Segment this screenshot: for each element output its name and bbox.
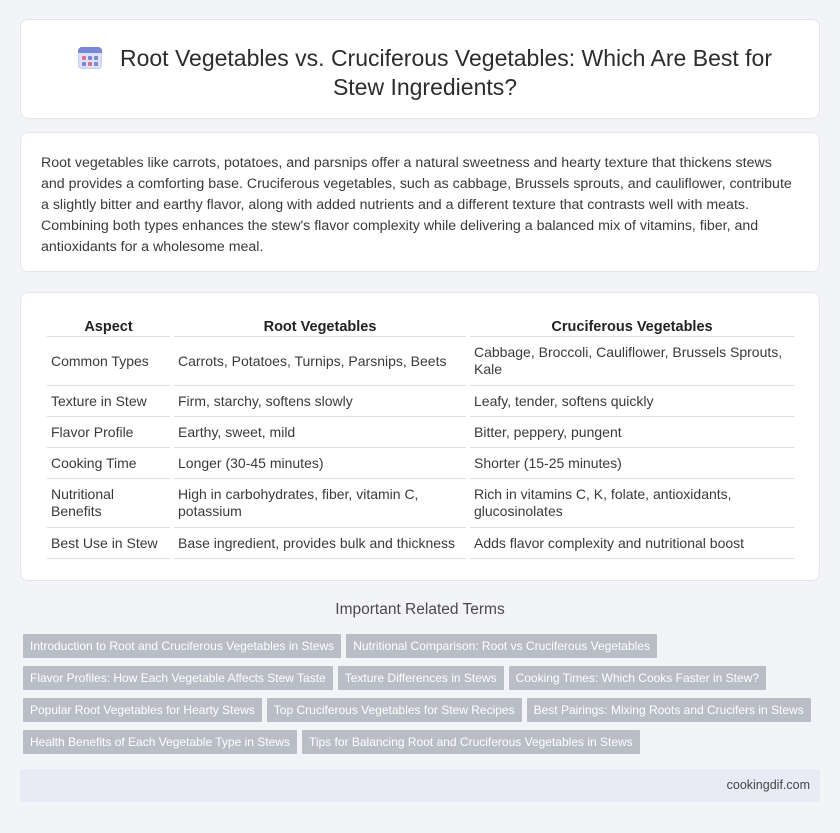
comparison-table-card	[20, 292, 820, 581]
cell-root: Carrots, Potatoes, Turnips, Parsnips, Beets	[174, 337, 466, 386]
cell-aspect: Nutritional Benefits	[47, 479, 170, 528]
table-row	[47, 386, 794, 417]
comparison-table	[43, 314, 798, 559]
page-title	[61, 44, 789, 102]
related-tag[interactable]: Flavor Profiles: How Each Vegetable Affects Stew Taste	[23, 666, 333, 690]
header-aspect: Aspect	[47, 314, 170, 337]
related-terms-list	[23, 634, 823, 762]
footer-site-link[interactable]: cookingdif.com	[726, 778, 810, 792]
related-tag[interactable]: Nutritional Comparison: Root vs Cruciferous Vegetables	[346, 634, 657, 658]
cell-aspect: Common Types	[47, 337, 170, 386]
related-tag[interactable]: Tips for Balancing Root and Cruciferous Vegetables in Stews	[302, 730, 640, 754]
header-card	[20, 19, 820, 119]
header-root-vegetables: Root Vegetables	[174, 314, 466, 337]
header-cruciferous-vegetables: Cruciferous Vegetables	[470, 314, 794, 337]
cell-cruciferous: Adds flavor complexity and nutritional boost	[470, 528, 794, 559]
table-row	[47, 417, 794, 448]
cell-aspect: Flavor Profile	[47, 417, 170, 448]
cell-root: Earthy, sweet, mild	[174, 417, 466, 448]
cell-cruciferous: Rich in vitamins C, K, folate, antioxidants, glucosinolates	[470, 479, 794, 528]
cell-aspect: Cooking Time	[47, 448, 170, 479]
cell-root: Firm, starchy, softens slowly	[174, 386, 466, 417]
table-header-row	[47, 314, 794, 337]
cell-root: High in carbohydrates, fiber, vitamin C, potassium	[174, 479, 466, 528]
table-row	[47, 337, 794, 386]
table-row	[47, 528, 794, 559]
related-tag[interactable]: Texture Differences in Stews	[338, 666, 504, 690]
related-tag[interactable]: Top Cruciferous Vegetables for Stew Recipes	[267, 698, 522, 722]
calendar-grid-icon	[78, 46, 102, 68]
table-row	[47, 479, 794, 528]
related-tag[interactable]: Cooking Times: Which Cooks Faster in Stew?	[509, 666, 766, 690]
cell-cruciferous: Leafy, tender, softens quickly	[470, 386, 794, 417]
cell-aspect: Texture in Stew	[47, 386, 170, 417]
cell-aspect: Best Use in Stew	[47, 528, 170, 559]
cell-cruciferous: Bitter, peppery, pungent	[470, 417, 794, 448]
intro-paragraph: Root vegetables like carrots, potatoes, and parsnips offer a natural sweetness and hearty texture that thickens stews and provides a comforting base. Cruciferous vegetables, such as cabbage, Brussels sprouts, and cauliflower, contribute a slightly bitter and earthy flavor, along with added nutrients and a different texture that contrasts well with meats. Combining both types enhances the stew's flavor complexity while delivering a balanced mix of vitamins, fiber, and antioxidants for a wholesome meal.	[41, 155, 792, 255]
related-terms-title: Important Related Terms	[335, 601, 505, 618]
cell-cruciferous: Cabbage, Broccoli, Cauliflower, Brussels Sprouts, Kale	[470, 337, 794, 386]
related-tag[interactable]: Popular Root Vegetables for Hearty Stews	[23, 698, 262, 722]
related-tag[interactable]: Health Benefits of Each Vegetable Type in Stews	[23, 730, 297, 754]
related-tag[interactable]: Best Pairings: Mixing Roots and Crucifers in Stews	[527, 698, 811, 722]
footer-bar	[20, 769, 820, 802]
cell-root: Longer (30-45 minutes)	[174, 448, 466, 479]
cell-cruciferous: Shorter (15-25 minutes)	[470, 448, 794, 479]
table-row	[47, 448, 794, 479]
cell-root: Base ingredient, provides bulk and thickness	[174, 528, 466, 559]
related-tag[interactable]: Introduction to Root and Cruciferous Vegetables in Stews	[23, 634, 341, 658]
intro-card	[20, 132, 820, 272]
page-title-text: Root Vegetables vs. Cruciferous Vegetables: Which Are Best for Stew Ingredients?	[119, 45, 772, 100]
